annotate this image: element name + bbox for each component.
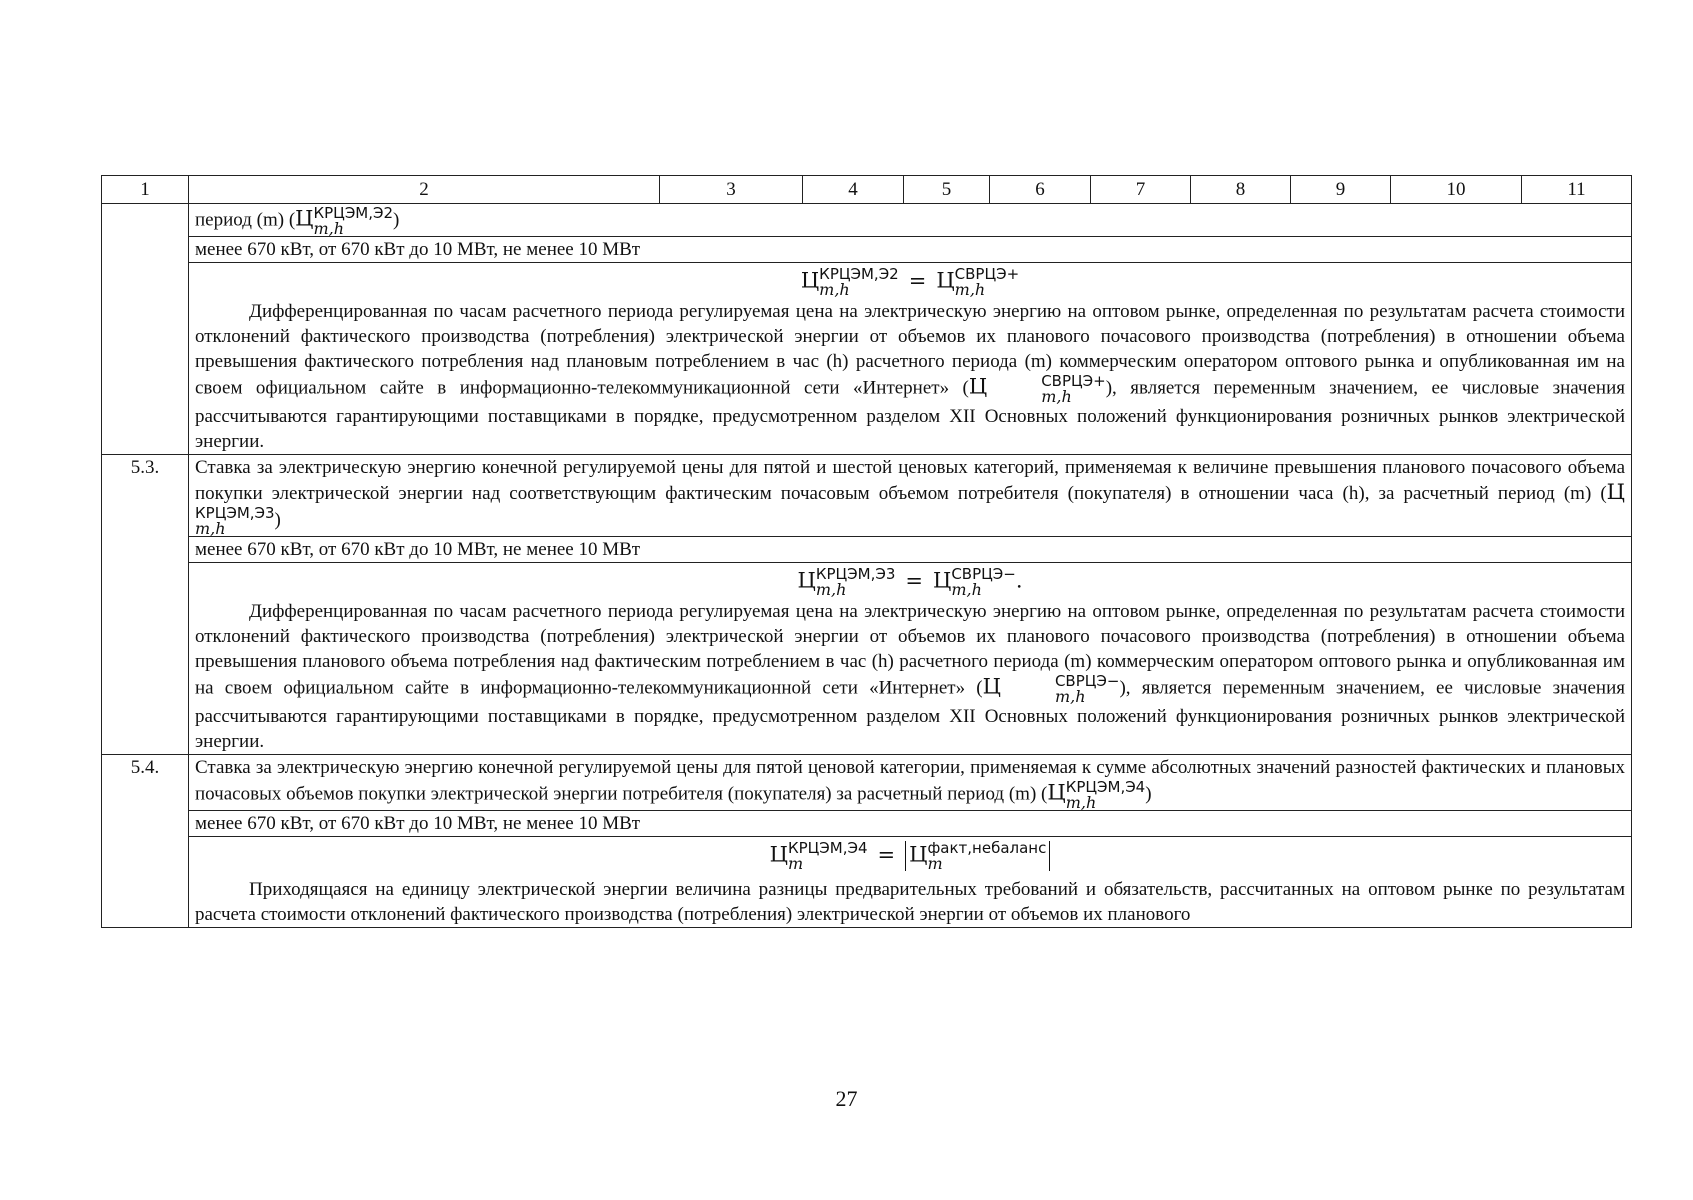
table-row <box>102 755 1632 811</box>
superscript: СВРЦЭ− <box>1054 672 1120 690</box>
description-text: Дифференцированная по часам расчетного периода регулируемая цена на электрическую энергию на оптовом рынке, определенная по результатам расчета стоимости отклонений фактического производства (потребления) электрической энергии от объемов их планового почасового производства (потребления) в отношении объема превышения планового объема потребления над фактическим потреблением в час (h) расчетного периода (m) коммерческим оператором оптового рынка и опубликованная им на своем официальном сайте в информационно-телекоммуникационной сети «Интернет» ( <box>195 601 1625 699</box>
capacity-cell: менее 670 кВт, от 670 кВт до 10 МВт, не менее 10 МВт <box>189 811 1632 837</box>
header-cell: 7 <box>1091 176 1191 204</box>
table-row <box>102 237 1632 263</box>
price-symbol: Ц <box>797 568 816 593</box>
superscript: КРЦЭМ,Э4 <box>787 839 868 857</box>
row-title-text: период (m) ( <box>195 209 296 231</box>
equals-sign: = <box>908 268 927 293</box>
formula-cell <box>189 563 1632 755</box>
table-row <box>102 563 1632 755</box>
superscript: СВРЦЭ+ <box>1041 372 1106 390</box>
header-cell: 1 <box>102 176 189 204</box>
description-paragraph <box>195 299 1625 454</box>
row-number-cell <box>102 204 189 455</box>
superscript: КРЦЭМ,Э4 <box>1065 778 1146 796</box>
superscript: факт,небаланс <box>927 839 1047 857</box>
table-row <box>102 537 1632 563</box>
subscript: m,h <box>313 219 345 238</box>
page-number: 27 <box>835 1086 858 1111</box>
row-title-suffix: ) <box>393 209 400 231</box>
table-row <box>102 811 1632 837</box>
table-row <box>102 263 1632 455</box>
price-symbol: Ц <box>769 842 788 867</box>
price-symbol: Ц <box>936 268 955 293</box>
table-row <box>102 455 1632 537</box>
subscript: m,h <box>954 280 986 299</box>
superscript: КРЦЭМ,Э2 <box>819 265 899 283</box>
header-cell: 5 <box>904 176 990 204</box>
subscript: m,h <box>951 580 982 599</box>
header-row <box>102 176 1632 204</box>
formula-cell <box>189 837 1632 928</box>
row-title-text: Ставка за электрическую энергию конечной регулируемой цены для пятой ценовой категории, применяемая к сумме абсолютных значений разностей фактических и плановых почасовых объемов покупки электрической энергии потребителя (покупателя) за расчетный период (m) ( <box>195 757 1625 805</box>
row-number: 5.3. <box>102 455 189 755</box>
capacity-cell: менее 670 кВт, от 670 кВт до 10 МВт, не менее 10 МВт <box>189 237 1632 263</box>
price-symbol: Ц <box>295 206 314 231</box>
row-title-suffix: ) <box>1145 783 1152 805</box>
header-cell: 9 <box>1291 176 1391 204</box>
price-symbol: Ц <box>800 268 820 293</box>
subscript: m,h <box>1054 687 1086 706</box>
row-number: 5.4. <box>102 755 189 928</box>
formula <box>195 563 1625 599</box>
formula-cell <box>189 263 1632 455</box>
formula <box>195 263 1625 299</box>
subscript: m <box>787 854 804 873</box>
description-text: Дифференцированная по часам расчетного периода регулируемая цена на электрическую энергию на оптовом рынке, определенная по результатам расчета стоимости отклонений фактического производства (потребления) электрической энергии от объемов их планового почасового производства (потребления) в отношении объема превышения фактического потребления над плановым потреблением в час (h) расчетного периода (m) коммерческим оператором оптового рынка и опубликованная им на своем официальном сайте в информационно-телекоммуникационной сети «Интернет» ( <box>195 301 1625 399</box>
table-row <box>102 837 1632 928</box>
header-cell: 2 <box>189 176 660 204</box>
header-cell: 6 <box>990 176 1091 204</box>
price-symbol: Ц <box>932 568 952 593</box>
header-cell: 8 <box>1191 176 1291 204</box>
description-text: ), является переменным значением, ее числовые значения рассчитываются гарантирующими поставщиками в порядке, предусмотренном разделом XII Основных положений функционирования розничных рынков электрической энергии. <box>195 377 1625 452</box>
formula <box>195 837 1625 877</box>
subscript: m <box>927 854 943 873</box>
superscript: СВРЦЭ+ <box>954 265 1020 283</box>
subscript: m,h <box>815 580 847 599</box>
equals-sign: = <box>877 842 896 867</box>
row-title-cell <box>189 204 1632 237</box>
superscript: СВРЦЭ− <box>951 565 1016 583</box>
price-symbol: Ц <box>1047 780 1066 805</box>
absolute-value <box>905 841 1050 871</box>
header-cell: 11 <box>1522 176 1632 204</box>
description-text: ), является переменным значением, ее числовые значения рассчитываются гарантирующими поставщиками в порядке, предусмотренном разделом XII Основных положений функционирования розничных рынков электрической энергии. <box>195 677 1625 752</box>
superscript: КРЦЭМ,Э2 <box>313 204 394 222</box>
price-symbol: Ц <box>909 842 928 867</box>
header-cell: 4 <box>803 176 904 204</box>
table-row <box>102 204 1632 237</box>
row-title-cell <box>189 755 1632 811</box>
description-paragraph <box>195 599 1625 754</box>
row-title-text: Ставка за электрическую энергию конечной регулируемой цены для пятой и шестой ценовых категорий, применяемая к величине превышения планового почасового объема покупки электрической энергии над соответствующим фактическим почасовым объемом потребителя (покупателя) в отношении часа (h), за расчетный период (m) ( <box>195 457 1625 504</box>
subscript: m,h <box>1065 793 1097 812</box>
superscript: КРЦЭМ,Э3 <box>815 565 896 583</box>
row-title-suffix: ) <box>274 509 281 531</box>
subscript: m,h <box>195 519 226 538</box>
header-cell: 3 <box>660 176 803 204</box>
price-symbol: Ц <box>1606 480 1625 504</box>
superscript: КРЦЭМ,Э3 <box>195 504 275 522</box>
subscript: m,h <box>819 280 850 299</box>
capacity-cell: менее 670 кВт, от 670 кВт до 10 МВт, не менее 10 МВт <box>189 537 1632 563</box>
price-symbol: Ц <box>968 374 988 399</box>
price-symbol: Ц <box>982 674 1001 699</box>
subscript: m,h <box>1041 387 1072 406</box>
header-cell: 10 <box>1391 176 1522 204</box>
equals-sign: = <box>905 568 923 593</box>
formula-end: . <box>1015 568 1023 593</box>
description-paragraph: Приходящаяся на единицу электрической энергии величина разницы предварительных требований и обязательств, рассчитанных на оптовом рынке по результатам расчета стоимости отклонений фактического производства (потребления) электрической энергии от объемов их планового <box>195 879 1625 925</box>
tariff-table <box>101 175 1632 928</box>
row-title-cell <box>189 455 1632 537</box>
